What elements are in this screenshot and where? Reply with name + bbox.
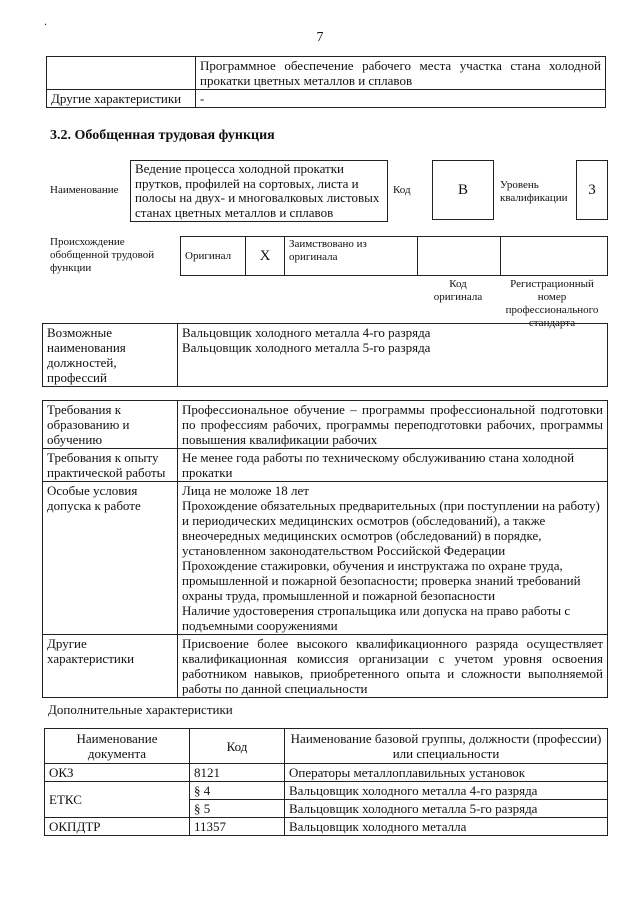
borrowed-label: Заимствовано из оригинала bbox=[285, 237, 418, 276]
etks-code: § 5 bbox=[190, 800, 285, 818]
top-table-empty-cell bbox=[47, 57, 196, 90]
page-number: 7 bbox=[316, 30, 324, 45]
top-table-other-label: Другие характеристики bbox=[47, 90, 196, 108]
code-origin-caption: Код оригинала bbox=[433, 278, 483, 303]
positions-label: Возможные наименования должностей, профессий bbox=[43, 324, 178, 387]
okz-doc: ОКЗ bbox=[45, 764, 190, 782]
registration-caption: Регистрационный номер профессионального стандарта bbox=[505, 278, 599, 329]
origin-table bbox=[180, 236, 608, 276]
condition-item: Прохождение стажировки, обучения и инструктажа по охране труда, промышленной и пожарной безопасности; проверка знаний требований охраны труда, промышленной и пожарной безопасности bbox=[182, 558, 581, 603]
position-item: Вальцовщик холодного металла 5-го разряда bbox=[182, 340, 431, 355]
top-mark: . bbox=[44, 14, 47, 28]
okz-name: Операторы металлоплавильных установок bbox=[285, 764, 608, 782]
origin-code-cell bbox=[418, 237, 501, 276]
okpdtr-doc: ОКПДТР bbox=[45, 818, 190, 836]
etks-code: § 4 bbox=[190, 782, 285, 800]
condition-item: Наличие удостоверения стропальщика или допуска на право работы с подъемными сооружениями bbox=[182, 603, 571, 633]
original-label: Оригинал bbox=[181, 237, 246, 276]
top-table-other-value: - bbox=[196, 90, 606, 108]
etks-name: Вальцовщик холодного металла 5-го разряда bbox=[285, 800, 608, 818]
position-item: Вальцовщик холодного металла 4-го разряда bbox=[182, 325, 431, 340]
okpdtr-code: 11357 bbox=[190, 818, 285, 836]
origin-label: Происхождение обобщенной трудовой функции bbox=[50, 236, 155, 274]
requirements-table bbox=[42, 400, 608, 698]
header-name: Наименование базовой группы, должности (профессии) или специальности bbox=[285, 729, 608, 764]
condition-item: Прохождение обязательных предварительных (при поступлении на работу) и периодических медицинских осмотров (обследований), а также внеочередных медицинских осмотров (обследований) в порядке, установленном законодательством Российской Федерации bbox=[182, 498, 600, 558]
header-doc: Наименование документа bbox=[45, 729, 190, 764]
function-code-value: B bbox=[432, 160, 494, 220]
etks-name: Вальцовщик холодного металла 4-го разряда bbox=[285, 782, 608, 800]
okz-code: 8121 bbox=[190, 764, 285, 782]
header-code: Код bbox=[190, 729, 285, 764]
experience-label: Требования к опыту практической работы bbox=[43, 449, 178, 482]
registration-number-cell bbox=[501, 237, 608, 276]
conditions-label: Особые условия допуска к работе bbox=[43, 482, 178, 635]
positions-value bbox=[178, 324, 608, 387]
etks-doc: ЕТКС bbox=[45, 782, 190, 818]
original-mark: X bbox=[246, 237, 285, 276]
additional-table bbox=[44, 728, 608, 836]
positions-table bbox=[42, 323, 608, 387]
additional-title: Дополнительные характеристики bbox=[48, 702, 233, 717]
level-label: Уровень квалификации bbox=[500, 179, 568, 204]
education-value: Профессиональное обучение – программы профессиональной подготовки по профессиям рабочих, программы переподготовки рабочих, программы повышения квалификации рабочих bbox=[178, 401, 608, 449]
other-value: Присвоение более высокого квалификационного разряда осуществляет квалификационная комиссия организации с учетом уровня освоения работником навыков, приобретенного опыта и сложности выполняемой работы по данной специальности bbox=[178, 635, 608, 698]
other-label: Другие характеристики bbox=[43, 635, 178, 698]
name-label: Наименование bbox=[50, 184, 119, 196]
conditions-value bbox=[178, 482, 608, 635]
section-title: 3.2. Обобщенная трудовая функция bbox=[50, 128, 275, 143]
okpdtr-name: Вальцовщик холодного металла bbox=[285, 818, 608, 836]
level-value: 3 bbox=[576, 160, 608, 220]
top-table bbox=[46, 56, 606, 108]
code-label: Код bbox=[393, 184, 411, 196]
education-label: Требования к образованию и обучению bbox=[43, 401, 178, 449]
top-table-software-value: Программное обеспечение рабочего места участка стана холодной прокатки цветных металлов и сплавов bbox=[196, 57, 606, 90]
condition-item: Лица не моложе 18 лет bbox=[182, 483, 309, 498]
function-name-value: Ведение процесса холодной прокатки прутков, профилей на сортовых, листа и полосы на двух- и многовалковых листовых станах цветных металлов и сплавов bbox=[130, 160, 388, 222]
experience-value: Не менее года работы по техническому обслуживанию стана холодной прокатки bbox=[178, 449, 608, 482]
